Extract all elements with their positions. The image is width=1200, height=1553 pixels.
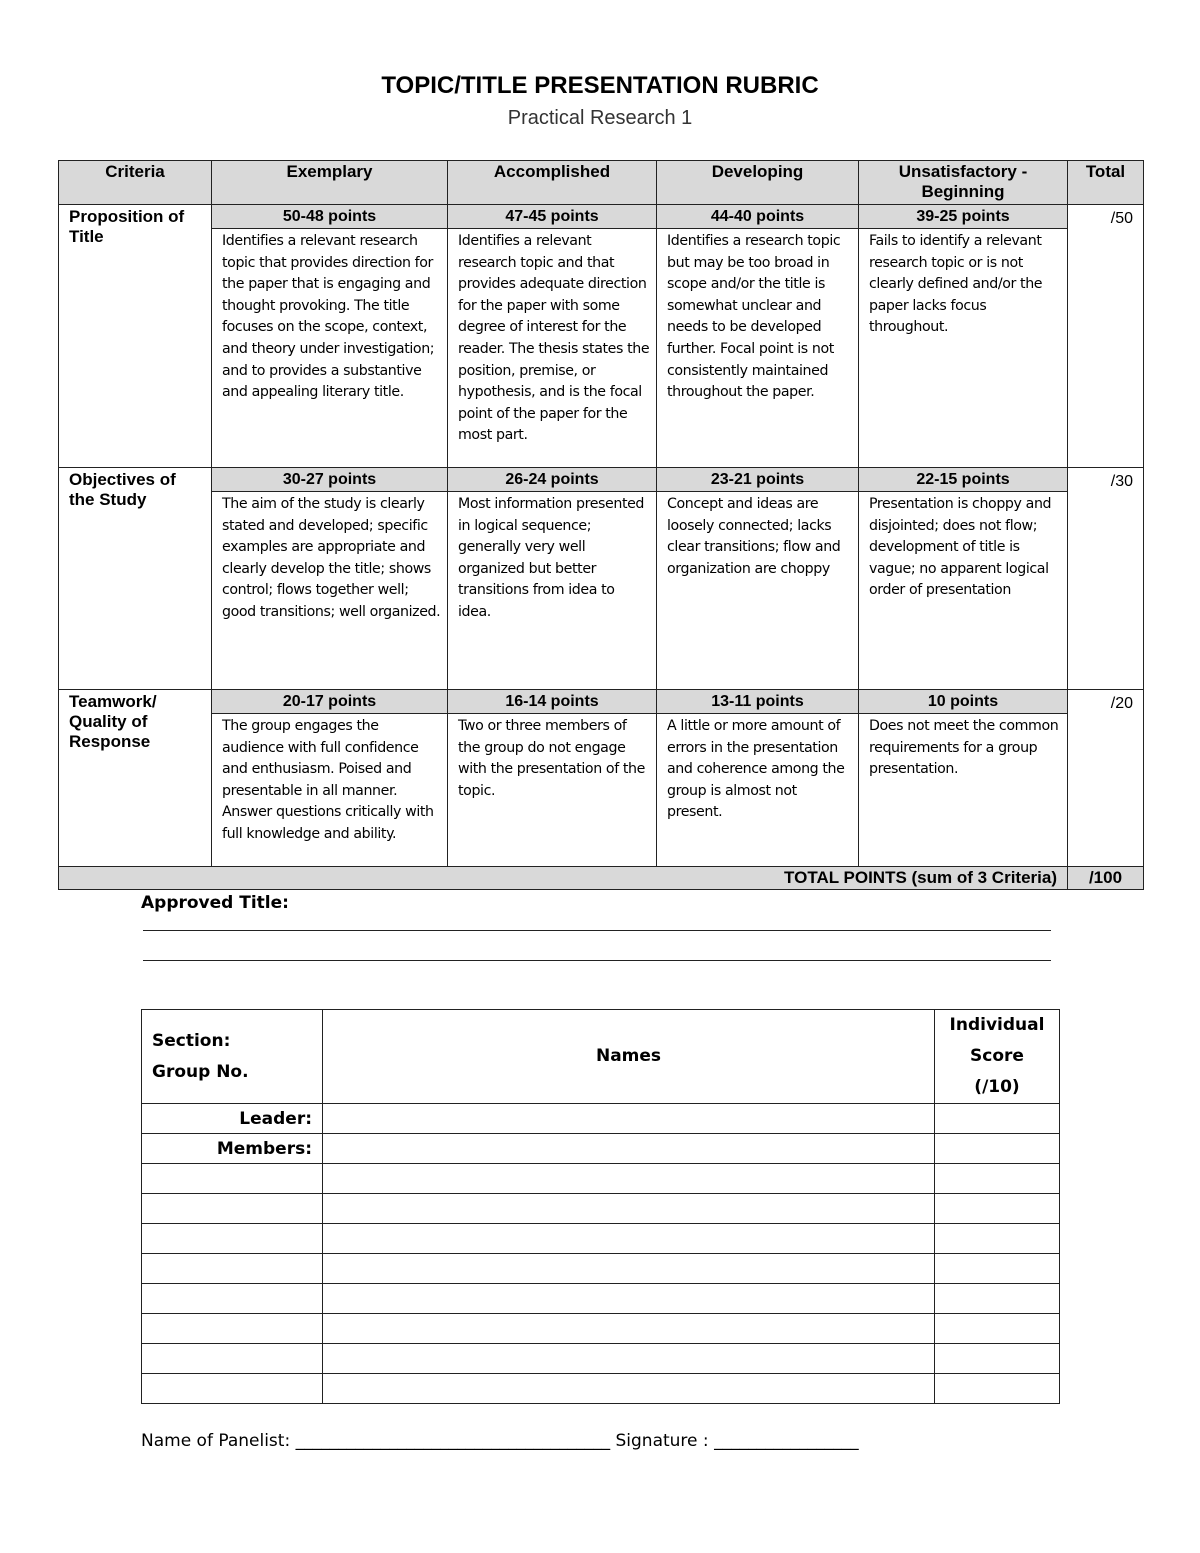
- member-label-cell: [142, 1254, 323, 1284]
- criterion-description: Concept and ideas are loosely connected; lacks clear transitions; flow and organization are choppy: [667, 496, 841, 577]
- member-label-cell: [142, 1194, 323, 1224]
- rubric-cell: [657, 205, 859, 468]
- score-header-line-2: Score (/10): [970, 1046, 1024, 1097]
- points-range: 10 points: [859, 690, 1067, 714]
- criterion-description: Presentation is choppy and disjointed; does not flow; development of title is vague; no apparent logical order of presentation: [869, 496, 1052, 599]
- rubric-cell: [212, 468, 448, 690]
- member-label-cell: [142, 1314, 323, 1344]
- criterion-description: Identifies a research topic but may be too broad in scope and/or the title is somewhat unclear and needs to be developed further. Focal point is not consistently maintained throughout the paper.: [667, 233, 841, 401]
- criterion-description: Identifies a relevant research topic that provides direction for the paper that is engaging and thought provoking. The title focuses on the scope, context, and theory under investigation; and to provides a substantive and appealing literary title.: [222, 233, 435, 401]
- rubric-cell: [448, 468, 657, 690]
- rubric-row: [59, 690, 1144, 867]
- member-score-cell[interactable]: [935, 1164, 1060, 1194]
- criterion-total: /50: [1068, 205, 1144, 468]
- rubric-cell: [859, 468, 1068, 690]
- criterion-description: Does not meet the common requirements for a group presentation.: [869, 718, 1059, 778]
- rubric-cell: [859, 205, 1068, 468]
- column-header-total: Total: [1068, 161, 1144, 205]
- signature-label: Signature :: [615, 1431, 709, 1451]
- member-label-cell: [142, 1224, 323, 1254]
- section-group-cell: [142, 1010, 323, 1104]
- criterion-total: /20: [1068, 690, 1144, 867]
- member-label-cell: [142, 1374, 323, 1404]
- member-score-cell[interactable]: [935, 1344, 1060, 1374]
- member-name-cell[interactable]: [323, 1254, 935, 1284]
- points-range: 50-48 points: [212, 205, 447, 229]
- criterion-description: Two or three members of the group do not engage with the presentation of the topic.: [458, 718, 645, 799]
- member-name-cell[interactable]: [323, 1194, 935, 1224]
- points-range: 26-24 points: [448, 468, 656, 492]
- member-name-cell[interactable]: [323, 1314, 935, 1344]
- points-range: 20-17 points: [212, 690, 447, 714]
- criterion-label: Objectives of the Study: [59, 468, 212, 690]
- leader-row: [142, 1104, 1060, 1134]
- member-name-cell[interactable]: [323, 1284, 935, 1314]
- rubric-cell: [657, 690, 859, 867]
- leader-name-cell[interactable]: [323, 1104, 935, 1134]
- page-title: TOPIC/TITLE PRESENTATION RUBRIC: [381, 72, 819, 99]
- member-score-cell[interactable]: [935, 1134, 1060, 1164]
- rubric-row: [59, 468, 1144, 690]
- rubric-cell: [448, 690, 657, 867]
- members-label: Members:: [142, 1134, 323, 1164]
- member-row: [142, 1374, 1060, 1404]
- criterion-description: The group engages the audience with full confidence and enthusiasm. Poised and presentable in all manner. Answer questions critically with full knowledge and ability.: [222, 718, 434, 842]
- approved-title-line-2[interactable]: [143, 960, 1051, 961]
- members-row: [142, 1134, 1060, 1164]
- group-members-table: [141, 1009, 1060, 1404]
- points-range: 44-40 points: [657, 205, 858, 229]
- criterion-description: Fails to identify a relevant research topic or is not clearly defined and/or the paper lacks focus throughout.: [869, 233, 1043, 336]
- member-label-cell: [142, 1164, 323, 1194]
- criterion-description: Most information presented in logical sequence; generally very well organized but better transitions from idea to idea.: [458, 496, 645, 620]
- rubric-row: [59, 205, 1144, 468]
- member-name-cell[interactable]: [323, 1344, 935, 1374]
- points-range: 30-27 points: [212, 468, 447, 492]
- criterion-description: A little or more amount of errors in the presentation and coherence among the group is almost not present.: [667, 718, 845, 821]
- member-score-cell[interactable]: [935, 1284, 1060, 1314]
- total-points-row: [59, 867, 1144, 890]
- member-row: [142, 1284, 1060, 1314]
- leader-label: Leader:: [142, 1104, 323, 1134]
- criterion-description: The aim of the study is clearly stated and developed; specific examples are appropriate and clearly develop the title; shows control; flows together well; good transitions; well organized.: [222, 496, 441, 620]
- rubric-cell: [212, 205, 448, 468]
- member-row: [142, 1194, 1060, 1224]
- points-range: 16-14 points: [448, 690, 656, 714]
- leader-score-cell[interactable]: [935, 1104, 1060, 1134]
- total-points-value: /100: [1068, 867, 1144, 890]
- signature-line[interactable]: _________________: [714, 1431, 859, 1451]
- member-score-cell[interactable]: [935, 1194, 1060, 1224]
- member-score-cell[interactable]: [935, 1224, 1060, 1254]
- rubric-cell: [657, 468, 859, 690]
- member-name-cell[interactable]: [323, 1374, 935, 1404]
- rubric-cell: [859, 690, 1068, 867]
- column-header-accomplished: Accomplished: [448, 161, 657, 205]
- member-row: [142, 1344, 1060, 1374]
- page-subtitle: Practical Research 1: [507, 107, 693, 129]
- approved-title-label: Approved Title:: [141, 893, 289, 913]
- score-header-line-1: Individual: [949, 1015, 1045, 1035]
- criterion-label: Proposition of Title: [59, 205, 212, 468]
- member-name-cell[interactable]: [323, 1164, 935, 1194]
- points-range: 13-11 points: [657, 690, 858, 714]
- section-label: Section:: [152, 1030, 231, 1051]
- rubric-header-row: [59, 161, 1144, 205]
- group-number-label: Group No.: [152, 1061, 249, 1082]
- criterion-label: Teamwork/ Quality of Response: [59, 690, 212, 867]
- member-row: [142, 1314, 1060, 1344]
- column-header-criteria: Criteria: [59, 161, 212, 205]
- approved-title-line-1[interactable]: [143, 930, 1051, 931]
- group-table-header: [142, 1010, 1060, 1104]
- points-range: 22-15 points: [859, 468, 1067, 492]
- panelist-footer: [141, 1431, 859, 1451]
- rubric-cell: [212, 690, 448, 867]
- panelist-label: Name of Panelist:: [141, 1431, 291, 1451]
- column-header-unsatisfactory: Unsatisfactory - Beginning: [859, 161, 1068, 205]
- member-name-cell[interactable]: [323, 1134, 935, 1164]
- member-score-cell[interactable]: [935, 1314, 1060, 1344]
- score-header: [935, 1010, 1060, 1104]
- points-range: 39-25 points: [859, 205, 1067, 229]
- member-score-cell[interactable]: [935, 1374, 1060, 1404]
- member-label-cell: [142, 1344, 323, 1374]
- points-range: 23-21 points: [657, 468, 858, 492]
- member-label-cell: [142, 1284, 323, 1314]
- member-row: [142, 1164, 1060, 1194]
- column-header-developing: Developing: [657, 161, 859, 205]
- member-row: [142, 1224, 1060, 1254]
- column-header-exemplary: Exemplary: [212, 161, 448, 205]
- total-points-label: TOTAL POINTS (sum of 3 Criteria): [59, 867, 1068, 890]
- member-row: [142, 1254, 1060, 1284]
- names-header: Names: [323, 1010, 935, 1104]
- points-range: 47-45 points: [448, 205, 656, 229]
- rubric-cell: [448, 205, 657, 468]
- panelist-name-line[interactable]: _____________________________________: [295, 1431, 611, 1451]
- member-score-cell[interactable]: [935, 1254, 1060, 1284]
- criterion-description: Identifies a relevant research topic and that provides adequate direction for the paper with some degree of interest for the reader. The thesis states the position, premise, or hypothesis, and is the focal point of the paper for the most part.: [458, 233, 650, 444]
- member-name-cell[interactable]: [323, 1224, 935, 1254]
- criterion-total: /30: [1068, 468, 1144, 690]
- rubric-table: [58, 160, 1144, 890]
